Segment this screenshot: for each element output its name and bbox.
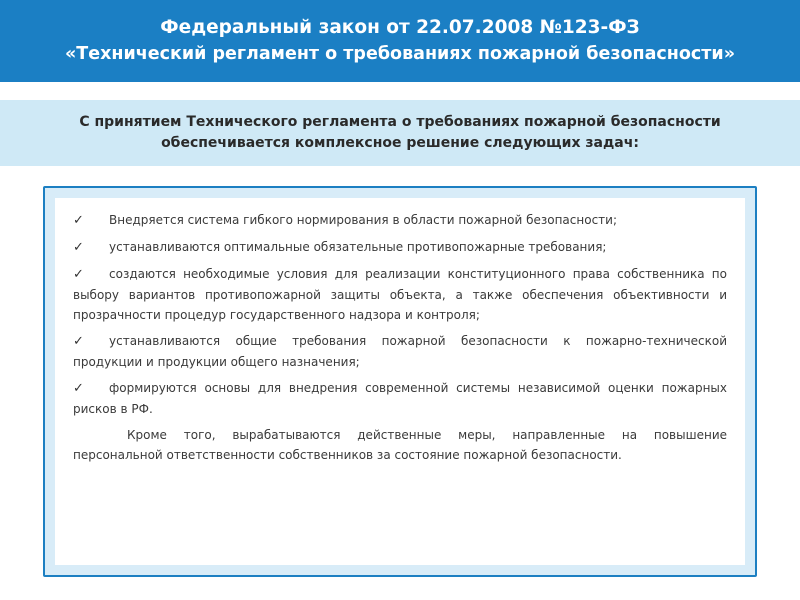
list-item-text: устанавливаются общие требования пожарной безопасности к пожарно-технической продукции и продукции общего назначения; (73, 334, 727, 369)
list-item-text: формируются основы для внедрения современной системы независимой оценки пожарных рисков в РФ. (73, 381, 727, 416)
task-list (73, 210, 727, 419)
check-icon: ✓ (73, 213, 84, 228)
check-icon: ✓ (73, 334, 84, 349)
title-line-2: «Технический регламент о требованиях пожарной безопасности» (65, 44, 735, 64)
list-item-text: Внедряется система гибкого нормирования в области пожарной безопасности; (109, 213, 618, 227)
title-line-1: Федеральный закон от 22.07.2008 №123-ФЗ (160, 17, 640, 38)
list-item (73, 264, 727, 325)
list-item (73, 210, 727, 231)
list-item (73, 378, 727, 419)
list-item (73, 237, 727, 258)
list-item-text: создаются необходимые условия для реализации конституционного права собственника по выбору вариантов противопожарной защиты объекта, а также обеспечения объективности и прозрачности процедур государственного надзора и контроля; (73, 267, 727, 322)
content-panel (55, 198, 745, 565)
list-item-text: устанавливаются оптимальные обязательные противопожарные требования; (109, 240, 607, 254)
list-item (73, 331, 727, 372)
slide-subtitle (0, 100, 800, 166)
content-frame (43, 186, 757, 577)
check-icon: ✓ (73, 267, 84, 282)
slide-title (0, 0, 800, 82)
subtitle-line-2: обеспечивается комплексное решение следующих задач: (161, 135, 639, 151)
subtitle-line-1: С принятием Технического регламента о требованиях пожарной безопасности (79, 114, 721, 130)
check-icon: ✓ (73, 381, 84, 396)
check-icon: ✓ (73, 240, 84, 255)
closing-paragraph: Кроме того, вырабатываются действенные меры, направленные на повышение персональной ответственности собственников за состояние пожарной безопасности. (73, 428, 727, 462)
